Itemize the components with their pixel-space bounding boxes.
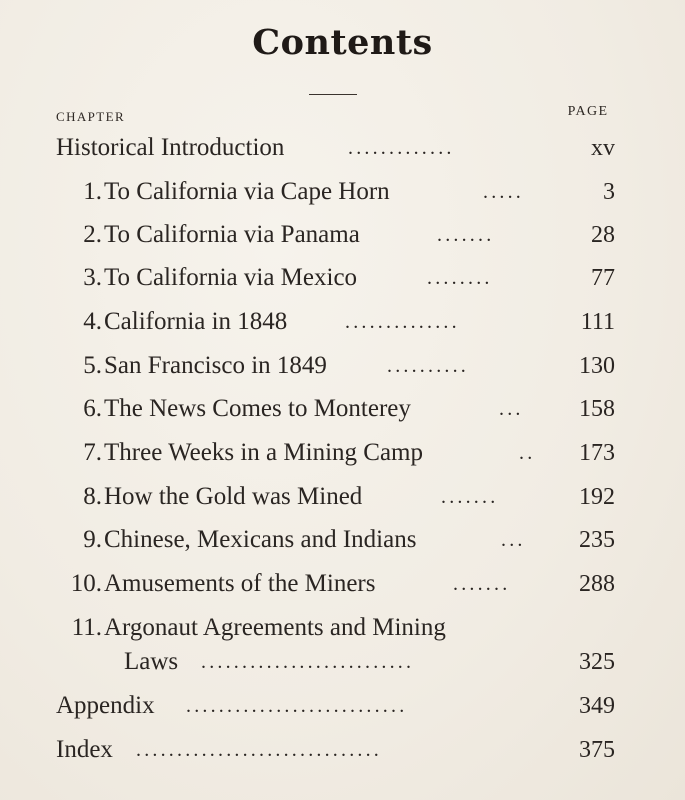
toc-entry-page: 192 (579, 484, 615, 510)
dot-leader: ........................... (186, 695, 408, 717)
toc-entry-introduction[interactable] (56, 131, 541, 165)
toc-entry-page: 173 (579, 440, 615, 466)
dot-leader: .. (519, 442, 536, 464)
dot-leader: .......... (387, 355, 469, 377)
toc-entry-page: 349 (579, 693, 615, 719)
toc-entry-page: 325 (579, 649, 615, 675)
toc-entry-label-continued: Laws (124, 648, 179, 675)
toc-entry-chapter-9[interactable] (56, 523, 541, 557)
page-column-header: PAGE (567, 104, 609, 119)
toc-entry-page: 288 (579, 571, 615, 597)
toc-entry-label: San Francisco in 1849 (104, 352, 327, 379)
chapter-column-header: CHAPTER (56, 109, 126, 124)
toc-entry-label: Chinese, Mexicans and Indians (104, 526, 417, 553)
chapter-number: 3. (83, 264, 102, 291)
chapter-number: 2. (83, 221, 102, 248)
toc-entry-page: 158 (579, 396, 615, 422)
dot-leader: ... (499, 398, 524, 420)
toc-entry-label: Argonaut Agreements and Mining (104, 614, 446, 641)
chapter-number: 4. (83, 308, 102, 335)
dot-leader: ... (501, 529, 526, 551)
dot-leader: ....... (437, 224, 495, 246)
toc-entry-label: Three Weeks in a Mining Camp (104, 439, 423, 466)
dot-leader: ....... (441, 486, 499, 508)
chapter-number: 8. (83, 483, 102, 510)
toc-entry-label: To California via Mexico (104, 264, 358, 291)
dot-leader: ............. (348, 137, 455, 159)
toc-entry-label: California in 1848 (104, 308, 288, 335)
toc-entry-page: 235 (579, 527, 615, 553)
chapter-number: 11. (71, 614, 102, 641)
toc-entry-index[interactable] (56, 733, 541, 767)
toc-entry-page: 375 (579, 737, 615, 763)
toc-entry-label: Index (56, 736, 113, 763)
dot-leader: .............. (345, 311, 460, 333)
toc-entry-appendix[interactable] (56, 689, 541, 723)
toc-entry-chapter-11[interactable] (56, 611, 541, 645)
toc-entry-chapter-3[interactable] (56, 261, 541, 295)
toc-entry-chapter-10[interactable] (56, 567, 541, 601)
toc-entry-label: How the Gold was Mined (104, 483, 363, 510)
toc-entry-page: 3 (603, 179, 615, 205)
toc-entry-label: Historical Introduction (56, 134, 285, 161)
toc-entry-page: xv (591, 135, 615, 161)
chapter-number: 6. (83, 395, 102, 422)
toc-entry-label: The News Comes to Monterey (104, 395, 411, 422)
toc-entry-page: 28 (591, 222, 615, 248)
toc-entry-chapter-5[interactable] (56, 349, 541, 383)
page-title: Contents (252, 22, 433, 63)
toc-entry-label: Amusements of the Miners (104, 570, 376, 597)
toc-entry-label: To California via Cape Horn (104, 178, 390, 205)
dot-leader: .............................. (136, 739, 382, 761)
toc-entry-chapter-8[interactable] (56, 480, 541, 514)
toc-entry-chapter-2[interactable] (56, 218, 541, 252)
chapter-number: 7. (83, 439, 102, 466)
chapter-number: 5. (83, 352, 102, 379)
dot-leader: ........ (427, 267, 493, 289)
toc-entry-chapter-11-continued[interactable] (124, 645, 541, 679)
toc-entry-label: To California via Panama (104, 221, 360, 248)
dot-leader: ....... (453, 573, 511, 595)
toc-entry-page: 77 (591, 265, 615, 291)
toc-entry-chapter-4[interactable] (56, 305, 541, 339)
toc-entry-chapter-6[interactable] (56, 392, 541, 426)
toc-entry-page: 111 (580, 309, 615, 335)
dot-leader: .......................... (201, 651, 415, 673)
toc-entry-label: Appendix (56, 692, 155, 719)
chapter-number: 10. (70, 570, 102, 597)
dot-leader: ..... (483, 181, 524, 203)
chapter-number: 9. (83, 526, 102, 553)
toc-entry-chapter-1[interactable] (56, 175, 541, 209)
title-rule (309, 94, 357, 95)
chapter-number: 1. (83, 178, 102, 205)
toc-entry-chapter-7[interactable] (56, 436, 541, 470)
toc-entry-page: 130 (579, 353, 615, 379)
